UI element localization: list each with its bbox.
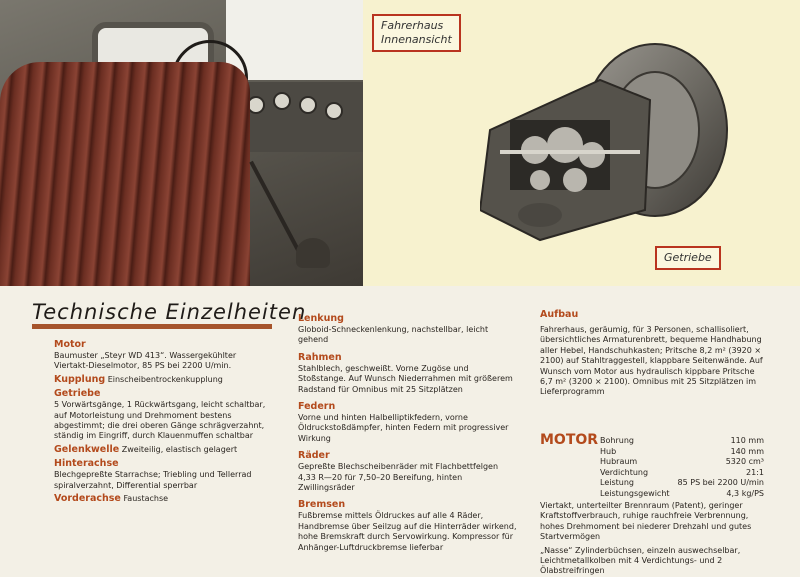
column-3 [540, 306, 765, 398]
text-aufbau: Fahrerhaus, geräumig, für 3 Personen, schallisoliert, übersichtliches Armaturenbrett, bequeme Handhabung aller Hebel, Handschuhkasten; Pritsche 8,2 m² (3920 × 2100) auf Stahltraggestell, klappbare Seitenwände. Auf Wunsch vom Motor aus hydraulisch kippbare Pritsche 6,7 m² (3200 × 2100). Omnibus mit 25 Sitzplätzen im Lieferprogramm [540, 325, 763, 397]
gearbox-illustration [480, 40, 730, 250]
text-lenkung: Globoid-Schneckenlenkung, nachstellbar, leicht gehend [298, 325, 489, 345]
text-getriebe: 5 Vorwärtsgänge, 1 Rückwärtsgang, leicht schaltbar, auf Motorleistung und Drehmoment bestens abgestimmt; die drei oberen Gänge schrägverzahnt, ständig im Eingriff, durch Klauenmuffen schaltbar [54, 400, 266, 441]
text-motor: Baumuster „Steyr WD 413“. Wassergekühlter Viertakt-Dieselmotor, 85 PS bei 2200 U/min. [54, 351, 237, 371]
spec-label: Bohrung [600, 436, 634, 445]
spec-label: Leistung [600, 478, 634, 488]
spec-value: 85 PS bei 2200 U/min [677, 478, 764, 488]
spec-row [600, 457, 764, 468]
text-rahmen: Stahlblech, geschweißt. Vorne Zugöse und Stoßstange. Auf Wunsch Niederrahmen mit größerem Radstand für Omnibus mit 25 Sitzplätzen [298, 363, 513, 394]
heading-rahmen: Rahmen [298, 351, 342, 363]
spec-label: Hubraum [600, 457, 638, 467]
cab-interior-photo [0, 0, 363, 286]
caption-gearbox: Getriebe [655, 246, 721, 270]
row-gelenkwelle [54, 445, 272, 455]
column-2 [298, 310, 518, 553]
heading-bremsen: Bremsen [298, 499, 346, 511]
spec-row [600, 468, 764, 479]
text-zylinder: „Nasse“ Zylinderbüchsen, einzeln auswechselbar, Leichtmetallkolben mit 4 Verdichtungs- und 2 Ölabstreifringen [540, 545, 741, 576]
spec-label: Verdichtung [600, 467, 649, 477]
heading-raeder: Räder [298, 450, 330, 462]
row-kupplung [54, 375, 272, 385]
gear-lever-boot [296, 238, 330, 268]
spec-value: 140 mm [730, 446, 764, 456]
heading-underline [32, 324, 272, 329]
heading-vorderachse: Vorderachse [54, 493, 121, 505]
spec-label: Leistungsgewicht [600, 488, 670, 498]
spec-row [600, 447, 764, 458]
text-raeder: Gepreßte Blechscheibenräder mit Flachbettfelgen 4,33 R—20 für 7,50–20 Bereifung, hinten Zwillingsräder [298, 462, 499, 493]
gear-lever [249, 161, 299, 251]
text-vorderachse: Faustachse [123, 494, 169, 504]
text-gelenkwelle: Zweiteilig, elastisch gelagert [121, 444, 238, 454]
motor-spec-table [600, 436, 764, 500]
spec-value: 21:1 [746, 467, 764, 477]
heading-federn: Federn [298, 401, 336, 413]
spec-row [600, 478, 764, 489]
page-heading: Technische Einzelheiten [32, 300, 307, 324]
heading-kupplung: Kupplung [54, 373, 106, 385]
column-1 [54, 336, 272, 504]
text-bremsen: Fußbremse mittels Öldruckes auf alle 4 Räder, Handbremse über Seilzug auf die Hinterräder wirkend, hohe Bremskraft durch Servowirkung. Kompressor für Anhänger-Luftdruckbremse lieferbar [298, 511, 517, 552]
motor-description [540, 501, 765, 577]
heading-lenkung: Lenkung [298, 313, 344, 324]
heading-hinterachse: Hinterachse [54, 458, 119, 470]
heading-getriebe: Getriebe [54, 388, 101, 400]
text-motor-details: Viertakt, unterteilter Brennraum (Patent), geringer Kraftstoffverbrauch, ruhige rauchfreie Verbrennung, hohes Drehmoment bei niederer Drehzahl und gutes Startvermögen [540, 501, 752, 542]
heading-aufbau: Aufbau [540, 309, 579, 320]
text-federn: Vorne und hinten Halbelliptikfedern, vorne Öldruckstoßdämpfer, hinten Federn mit progressiver Wirkung [298, 413, 509, 443]
row-vorderachse [54, 494, 272, 504]
spec-value: 5320 cm³ [725, 457, 764, 467]
spec-value: 110 mm [730, 436, 764, 445]
leather-bench-seat [0, 62, 250, 286]
spec-label: Hub [600, 446, 617, 456]
text-kupplung: Einscheibentrockenkupplung [107, 374, 223, 384]
text-hinterachse: Blechgepreßte Starrachse; Triebling und Tellerrad spiralverzahnt, Differential sperrbar [54, 470, 252, 490]
heading-gelenkwelle: Gelenkwelle [54, 443, 120, 455]
caption-cab-interior: Fahrerhaus Innenansicht [372, 14, 461, 52]
spec-row [600, 436, 764, 447]
motor-title: MOTOR [540, 432, 599, 448]
heading-motor: Motor [54, 339, 86, 350]
spec-row [600, 489, 764, 500]
spec-value: 4,3 kg/PS [726, 488, 764, 498]
